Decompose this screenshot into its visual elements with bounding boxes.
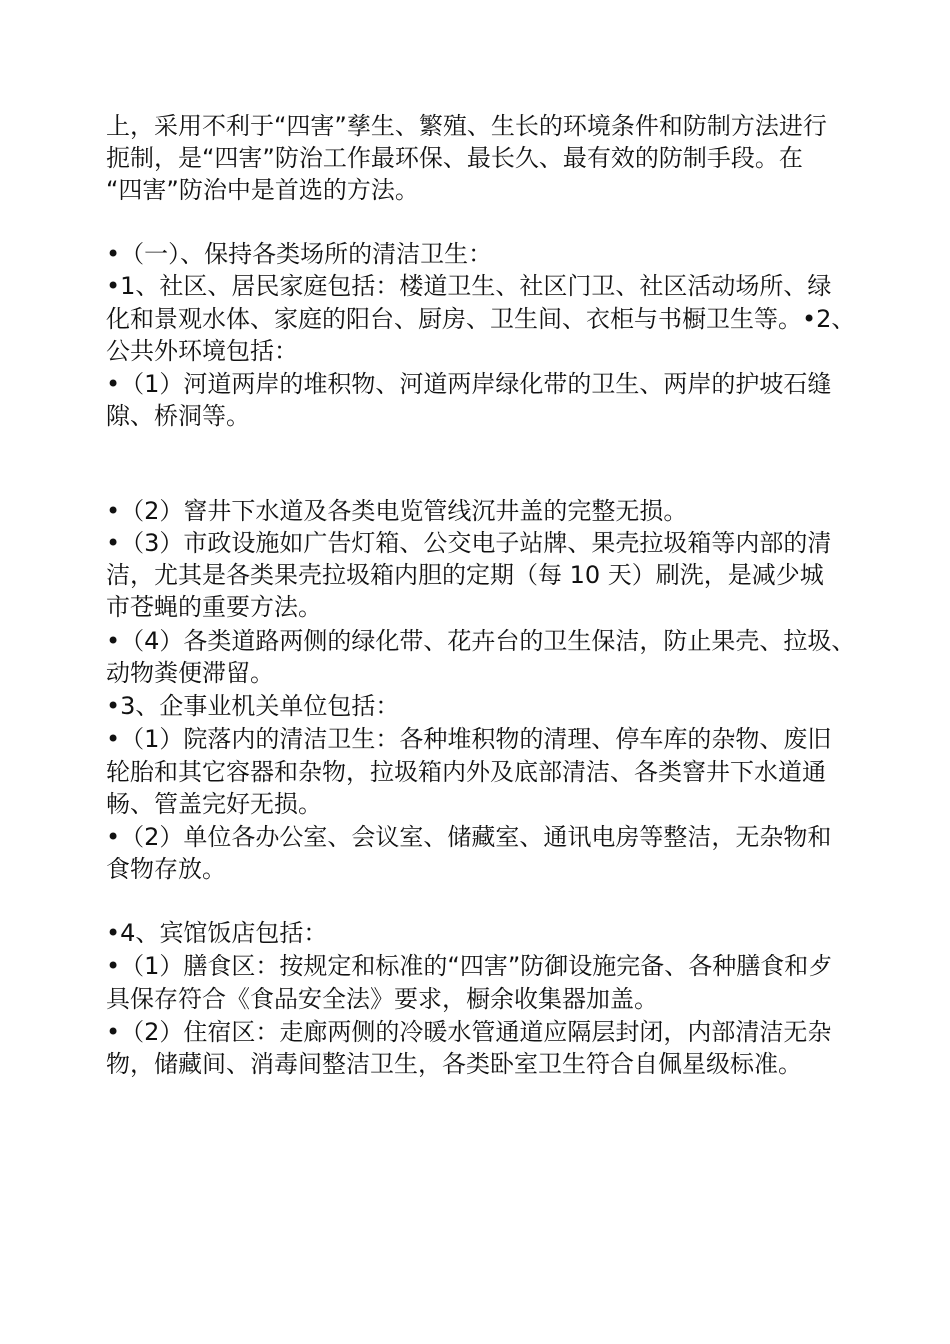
text-line: 市苍蝇的重要方法。 (106, 593, 322, 621)
text-line: 物，储藏间、消毒间整洁卫生，各类卧室卫生符合自佩星级标准。 (106, 1050, 802, 1078)
text-line: “四害”防治中是首选的方法。 (106, 176, 419, 204)
text-line: 具保存符合《食品安全法》要求，橱余收集器加盖。 (106, 985, 658, 1013)
text-line: •3、企事业机关单位包括： (106, 692, 400, 720)
text-line: 化和景观水体、家庭的阳台、厨房、卫生间、衣柜与书橱卫生等。•2、 (106, 305, 856, 333)
text-line: •（2）住宿区：走廊两侧的冷暖水管通道应隔层封闭，内部清洁无杂 (106, 1018, 832, 1046)
text-line: •（3）市政设施如广告灯箱、公交电子站牌、果壳拉圾箱等内部的清 (106, 529, 832, 557)
text-line: •4、宾馆饭店包括： (106, 919, 328, 947)
text-line: 轮胎和其它容器和杂物，拉圾箱内外及底部清洁、各类窨井下水道通 (106, 758, 826, 786)
text-line: •（1）河道两岸的堆积物、河道两岸绿化带的卫生、两岸的护坡石缝 (106, 370, 832, 398)
text-line: 公共外环境包括： (106, 337, 298, 365)
text-line: •（2）单位各办公室、会议室、储藏室、通讯电房等整洁，无杂物和 (106, 823, 832, 851)
text-line: 隙、桥洞等。 (106, 402, 250, 430)
text-line: •（一）、保持各类场所的清洁卫生： (106, 240, 493, 268)
text-line: 畅、管盖完好无损。 (106, 790, 322, 818)
text-line: 食物存放。 (106, 855, 226, 883)
text-line: •1、社区、居民家庭包括：楼道卫生、社区门卫、社区活动场所、绿 (106, 272, 832, 300)
text-line: 洁，尤其是各类果壳拉圾箱内胆的定期（每 10 天）刷洗，是减少城 (106, 561, 824, 589)
text-line: •（2）窨井下水道及各类电览管线沉井盖的完整无损。 (106, 497, 688, 525)
text-line: •（1）院落内的清洁卫生：各种堆积物的清理、停车库的杂物、废旧 (106, 725, 832, 753)
text-line: •（4）各类道路两侧的绿化带、花卉台的卫生保洁，防止果壳、拉圾、 (106, 627, 856, 655)
text-line: 上，采用不利于“四害”孳生、繁殖、生长的环境条件和防制方法进行 (106, 112, 827, 140)
text-line: 动物粪便滞留。 (106, 659, 274, 687)
text-line: 扼制，是“四害”防治工作最环保、最长久、最有效的防制手段。在 (106, 144, 803, 172)
text-line: •（1）膳食区：按规定和标准的“四害”防御设施完备、各种膳食和歺 (106, 952, 833, 980)
